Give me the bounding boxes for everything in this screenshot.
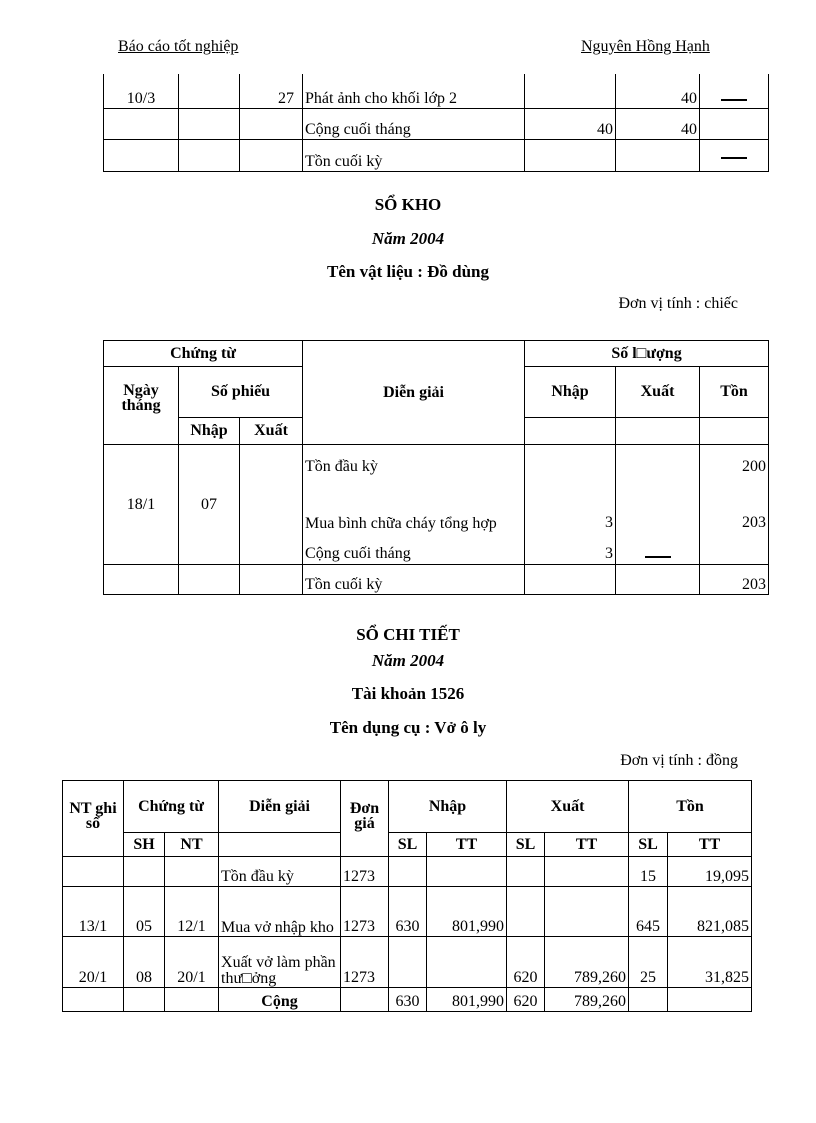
table-row: 13/1 05 12/1 Mua vở nhập kho 1273 630 801,990 645 821,085 — [63, 887, 752, 937]
table-row: 10/3 27 Phát ảnh cho khối lớp 2 40 — [104, 74, 769, 108]
header-right: Nguyên Hồng Hạnh — [581, 38, 710, 55]
table-row: Tồn cuối kỳ 203 — [104, 565, 769, 595]
table-row: Cộng 630 801,990 620 789,260 — [63, 988, 752, 1012]
so-chi-tiet-unit: Đơn vị tính : đồng — [620, 752, 738, 769]
so-kho-unit: Đơn vị tính : chiếc — [618, 295, 738, 312]
so-chi-tiet-title: SỔ CHI TIẾT — [356, 625, 460, 644]
dash-mark — [721, 99, 747, 101]
dash-mark — [645, 556, 671, 558]
top-table — [103, 74, 769, 172]
table-row: Tồn cuối kỳ — [104, 139, 769, 171]
so-kho-material: Tên vật liệu : Đồ dùng — [327, 262, 489, 281]
so-kho-title: SỔ KHO — [374, 195, 442, 214]
dash-mark — [721, 157, 747, 159]
table-row: 20/1 08 20/1 Xuất vở làm phần thư□ởng 1273 620 789,260 25 31,825 — [63, 937, 752, 988]
table-row: Tồn đầu kỳ 1273 15 19,095 — [63, 857, 752, 887]
so-chi-tiet-year: Năm 2004 — [371, 651, 445, 670]
so-kho-table: Chứng từ Diễn giải Số l□ượng Ngày tháng Số phiếu Nhập Xuất Tồn Nhập Xuất 18/1 07 Tồn đầu kỳ Mua bình chữa cháy tổng hợp Cộng cuối tháng 3 3 200 203 Tồn cuối kỳ 203 — [103, 340, 769, 595]
table-row: 18/1 07 Tồn đầu kỳ Mua bình chữa cháy tổng hợp Cộng cuối tháng 3 3 200 203 — [104, 445, 769, 565]
so-chi-tiet-account: Tài khoản 1526 — [351, 684, 465, 703]
so-kho-year: Năm 2004 — [371, 229, 445, 248]
so-chi-tiet-tool: Tên dụng cụ : Vở ô ly — [329, 718, 487, 737]
so-chi-tiet-table: NT ghi sổ Chứng từ Diễn giải Đơn giá Nhập Xuất Tồn SH NT SL TT SL TT SL TT Tồn đầu kỳ 1273 15 19,095 13/1 05 12/1 Mua vở nhập kho 1273 630 801,990 645 821,085 20/1 08 20/1 Xuất vở làm phần thư□ởng 1273 620 789,260 25 31,825 Cộng 630 801,990 620 789,260 — [62, 780, 752, 1012]
table-row: Cộng cuối tháng 40 40 — [104, 108, 769, 139]
header-left: Báo cáo tốt nghiệp — [118, 38, 239, 55]
